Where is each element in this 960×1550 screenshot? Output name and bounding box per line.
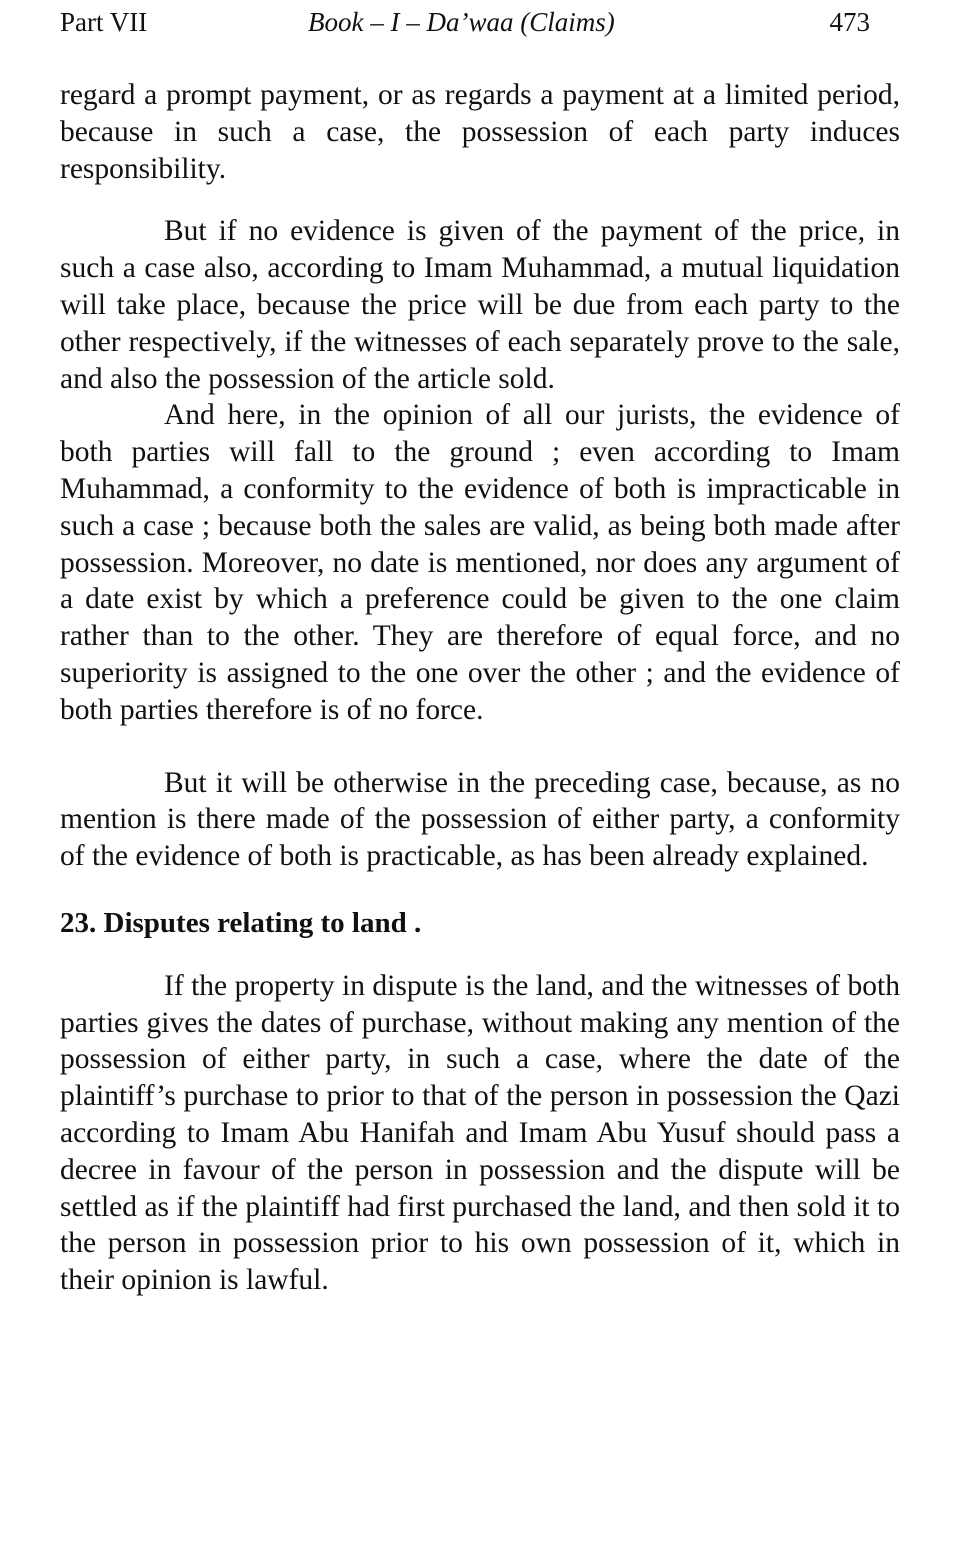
running-header bbox=[60, 4, 900, 40]
paragraph-continued: regard a prompt payment, or as regards a payment at a limited period, because in such a case, the possession of each party induces responsibility. bbox=[60, 79, 900, 185]
paragraph-jurists-opinion: And here, in the opinion of all our jurists, the evidence of both parties will fall to the ground ; even according to Imam Muhammad, a conformity to the evidence of both is impracticable in such a case ; because both the sales are valid, as being both made after possession. Moreover, no date is mentioned, nor does any argument of a date exist by which a preference could be given to the one claim rather than to the other. They are therefore of equal force, and no superiority is assigned to the one over the other ; and the evidence of both parties therefore is of no force. bbox=[60, 399, 900, 726]
paragraph-preceding-case: But it will be otherwise in the preceding case, because, as no mention is there made of the possession of either party, a conformity of the evidence of both is practicable, as has been already explained. bbox=[60, 766, 900, 873]
paragraph-no-evidence: But if no evidence is given of the payment of the price, in such a case also, according to Imam Muhammad, a mutual liquidation will take place, because the price will be due from each party to the other respectively, if the witnesses of each separately prove to the sale, and also the possession of the article sold. bbox=[60, 215, 900, 395]
page-number: 473 bbox=[829, 7, 870, 37]
section-heading: 23. Disputes relating to land . bbox=[60, 906, 422, 939]
header-part: Part VII bbox=[60, 7, 148, 37]
paragraph-land-dispute: If the property in dispute is the land, and the witnesses of both parties gives the dates of purchase, without making any mention of the possession of either party, in such a case, where the date of the plaintiff’s purchase to prior to that of the person in possession the Qazi according to Imam Abu Hanifah and Imam Abu Yusuf should pass a decree in favour of the person in possession and the dispute will be settled as if the plaintiff had first purchased the land, and then sold it to the person in possession prior to his own possession of it, which in their opinion is lawful. bbox=[60, 969, 900, 1297]
page-body bbox=[60, 77, 900, 1299]
header-book-title: Book – I – Da’waa (Claims) bbox=[308, 7, 615, 37]
